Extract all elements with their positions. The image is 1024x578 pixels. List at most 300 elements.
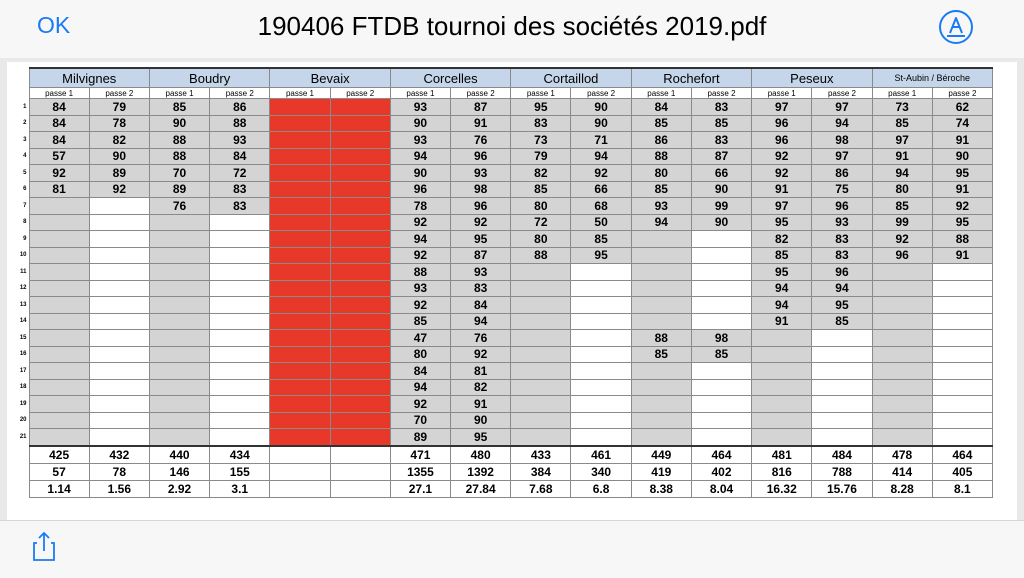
score-cell [872,313,932,330]
score-cell [631,379,691,396]
score-cell [691,280,751,297]
score-cell [270,346,330,363]
score-cell [210,231,270,248]
total-cell [330,480,390,497]
pass-label: passe 2 [210,88,270,99]
score-cell: 84 [390,363,450,380]
score-cell [571,264,631,281]
score-cell [89,379,149,396]
table-row [17,214,993,231]
score-cell [270,231,330,248]
score-cell [270,198,330,215]
pass-label: passe 1 [390,88,450,99]
score-cell: 87 [451,99,511,116]
score-cell: 88 [149,132,209,149]
score-cell: 90 [451,412,511,429]
score-cell [210,412,270,429]
score-cell [89,231,149,248]
score-cell [511,346,571,363]
score-cell [872,330,932,347]
score-cell [330,99,390,116]
score-cell: 83 [511,115,571,132]
score-cell [210,214,270,231]
club-header: Bevaix [270,68,390,88]
score-cell [270,247,330,264]
corner-blank [17,88,29,99]
score-cell: 47 [390,330,450,347]
score-cell [270,132,330,149]
score-cell: 91 [752,313,812,330]
score-cell [571,363,631,380]
score-cell: 94 [390,379,450,396]
score-cell [511,330,571,347]
score-cell: 94 [390,231,450,248]
score-cell [210,429,270,446]
score-cell: 86 [210,99,270,116]
score-cell: 79 [511,148,571,165]
score-cell: 88 [149,148,209,165]
total-cell: 425 [29,446,89,464]
score-cell: 93 [390,280,450,297]
score-cell [89,214,149,231]
total-cell: 8.28 [872,480,932,497]
score-cell: 93 [631,198,691,215]
score-cell: 97 [872,132,932,149]
score-cell [149,297,209,314]
row-number: 20 [19,417,27,424]
row-number: 13 [19,301,27,308]
score-cell [270,148,330,165]
score-cell: 78 [89,115,149,132]
score-cell: 62 [932,99,992,116]
row-number: 21 [19,434,27,440]
score-cell: 90 [932,148,992,165]
score-cell [210,379,270,396]
total-cell [270,480,330,497]
row-number: 17 [19,367,27,374]
score-cell [691,396,751,413]
pass-label: passe 1 [149,88,209,99]
score-cell [571,379,631,396]
score-cell [89,264,149,281]
top-toolbar [0,0,1024,59]
score-cell: 76 [149,198,209,215]
score-cell [89,330,149,347]
score-cell: 93 [451,165,511,182]
row-number: 19 [19,400,27,407]
pdf-viewer[interactable] [0,58,1024,520]
row-number-blank [17,446,29,464]
score-cell: 95 [571,247,631,264]
score-cell [631,247,691,264]
score-cell [631,412,691,429]
score-cell: 88 [631,148,691,165]
row-number: 1 [23,103,27,110]
score-cell: 97 [812,148,872,165]
total-cell: 3.1 [210,480,270,497]
score-cell: 95 [451,231,511,248]
total-cell: 1.14 [29,480,89,497]
score-cell [270,280,330,297]
score-cell: 86 [631,132,691,149]
score-cell: 66 [571,181,631,198]
score-cell: 91 [872,148,932,165]
score-cell: 83 [451,280,511,297]
score-cell [752,429,812,446]
score-cell: 89 [390,429,450,446]
score-cell [631,297,691,314]
score-cell: 93 [390,99,450,116]
score-cell [571,396,631,413]
score-cell [872,346,932,363]
score-cell [330,363,390,380]
score-cell [89,280,149,297]
score-cell: 94 [812,280,872,297]
score-cell: 90 [691,214,751,231]
score-cell [691,412,751,429]
share-icon[interactable] [33,531,55,561]
pass-label: passe 2 [571,88,631,99]
score-cell: 98 [451,181,511,198]
total-cell: 464 [932,446,992,464]
score-cell [932,346,992,363]
score-cell: 82 [752,231,812,248]
table-row [17,115,993,132]
pass-label: passe 2 [691,88,751,99]
ok-button[interactable]: OK [37,12,71,38]
score-cell [210,297,270,314]
score-cell [149,313,209,330]
score-cell [571,313,631,330]
score-cell: 97 [752,99,812,116]
score-cell: 82 [511,165,571,182]
score-cell [872,396,932,413]
pass-label: passe 1 [270,88,330,99]
score-cell [571,346,631,363]
score-cell: 70 [149,165,209,182]
score-cell [812,346,872,363]
score-cell [270,181,330,198]
pass-label: passe 1 [872,88,932,99]
row-number: 14 [19,318,27,325]
score-cell [29,280,89,297]
score-cell [872,363,932,380]
total-cell: 484 [812,446,872,464]
score-cell: 94 [752,280,812,297]
score-cell [89,247,149,264]
score-cell [29,214,89,231]
score-cell [932,330,992,347]
score-cell: 91 [932,247,992,264]
score-cell: 70 [390,412,450,429]
score-cell: 92 [390,214,450,231]
score-cell: 88 [210,115,270,132]
score-cell: 84 [210,148,270,165]
club-header: Cortaillod [511,68,631,88]
score-cell [330,396,390,413]
score-cell: 85 [631,346,691,363]
total-cell: 7.68 [511,480,571,497]
corner-blank [17,68,29,88]
score-cell: 85 [752,247,812,264]
total-cell: 2.92 [149,480,209,497]
score-cell [270,313,330,330]
table-row [17,396,993,413]
row-number: 16 [19,351,27,358]
score-cell [631,429,691,446]
total-cell: 440 [149,446,209,464]
total-cell: 402 [691,463,751,480]
score-cell [210,247,270,264]
score-cell [29,231,89,248]
row-number: 3 [23,136,27,143]
club-header: Rochefort [631,68,751,88]
row-number: 9 [23,235,27,242]
score-cell [932,297,992,314]
document-title: 190406 FTDB tournoi des sociétés 2019.pdf [257,11,767,41]
score-cell [149,280,209,297]
score-cell [330,247,390,264]
score-cell [631,264,691,281]
score-cell [29,313,89,330]
pdf-page [7,62,1017,520]
total-cell [270,446,330,464]
total-cell: 449 [631,446,691,464]
score-cell: 90 [149,115,209,132]
score-cell [872,379,932,396]
score-cell [29,198,89,215]
table-row [17,313,993,330]
row-number: 7 [23,202,27,209]
score-cell [752,396,812,413]
score-cell: 95 [511,99,571,116]
score-cell: 90 [390,165,450,182]
row-number: 10 [19,252,27,259]
total-cell: 405 [932,463,992,480]
score-cell [631,396,691,413]
table-row [17,379,993,396]
score-cell [691,297,751,314]
score-cell: 99 [872,214,932,231]
score-cell [149,214,209,231]
table-row [17,165,993,182]
score-cell [149,346,209,363]
score-cell [149,379,209,396]
score-cell: 92 [752,148,812,165]
score-cell [571,429,631,446]
score-cell: 88 [932,231,992,248]
total-cell: 432 [89,446,149,464]
score-cell [270,396,330,413]
score-cell [752,412,812,429]
score-cell [29,264,89,281]
table-row [17,363,993,380]
row-number: 4 [23,153,27,160]
table-row [17,132,993,149]
score-cell: 95 [932,214,992,231]
table-row [17,181,993,198]
row-number: 15 [19,334,27,341]
score-cell: 85 [872,115,932,132]
score-cell [29,429,89,446]
row-number: 18 [19,384,27,391]
score-cell [812,363,872,380]
score-cell [571,330,631,347]
pass-label: passe 2 [89,88,149,99]
score-cell: 92 [451,214,511,231]
score-cell: 93 [390,132,450,149]
score-cell [89,313,149,330]
total-cell: 155 [210,463,270,480]
score-cell [932,313,992,330]
score-cell: 73 [872,99,932,116]
score-cell [511,412,571,429]
score-cell: 72 [210,165,270,182]
score-cell [89,429,149,446]
score-cell: 84 [29,115,89,132]
score-cell [210,330,270,347]
total-cell: 788 [812,463,872,480]
score-cell [571,297,631,314]
table-row [17,297,993,314]
score-cell: 85 [631,181,691,198]
score-cell: 90 [571,115,631,132]
score-cell: 82 [451,379,511,396]
club-header: Corcelles [390,68,510,88]
total-cell: 478 [872,446,932,464]
score-cell [330,132,390,149]
score-cell [270,115,330,132]
score-cell [752,379,812,396]
pass-label: passe 1 [631,88,691,99]
pass-label: passe 2 [330,88,390,99]
total-cell: 414 [872,463,932,480]
score-cell: 96 [752,115,812,132]
pass-label: passe 1 [29,88,89,99]
total-cell: 8.04 [691,480,751,497]
table-row [17,412,993,429]
score-cell: 92 [451,346,511,363]
bottom-toolbar [0,520,1024,578]
table-row [17,330,993,347]
score-cell [511,396,571,413]
score-cell: 83 [210,198,270,215]
total-cell: 16.32 [752,480,812,497]
club-header: St-Aubin / Béroche [872,68,992,88]
score-cell: 80 [631,165,691,182]
score-cell [149,330,209,347]
score-cell [872,280,932,297]
table-row [17,280,993,297]
score-cell [89,297,149,314]
score-cell [330,165,390,182]
score-cell [812,429,872,446]
scores-table [17,67,993,498]
score-cell [210,346,270,363]
score-cell: 74 [932,115,992,132]
total-cell: 433 [511,446,571,464]
score-cell [872,429,932,446]
table-row [17,99,993,116]
score-cell: 85 [872,198,932,215]
score-cell [691,231,751,248]
score-cell [691,429,751,446]
score-cell [210,363,270,380]
pass-label: passe 2 [932,88,992,99]
markup-pen-icon[interactable] [938,9,974,45]
score-cell: 76 [451,330,511,347]
score-cell [752,363,812,380]
score-cell: 94 [390,148,450,165]
score-cell: 84 [451,297,511,314]
pass-label: passe 1 [752,88,812,99]
club-header: Peseux [752,68,872,88]
score-cell [270,214,330,231]
score-cell: 85 [691,115,751,132]
score-cell: 95 [812,297,872,314]
score-cell [571,412,631,429]
table-row [17,247,993,264]
score-cell: 80 [511,198,571,215]
score-cell: 94 [812,115,872,132]
total-cell: 419 [631,463,691,480]
score-cell: 96 [752,132,812,149]
score-cell [631,363,691,380]
score-cell [29,247,89,264]
score-cell: 75 [812,181,872,198]
score-cell: 76 [451,132,511,149]
score-cell: 66 [691,165,751,182]
score-cell: 80 [390,346,450,363]
score-cell: 85 [571,231,631,248]
score-cell [270,429,330,446]
score-cell [571,280,631,297]
score-cell: 68 [571,198,631,215]
score-cell [691,247,751,264]
score-cell [149,247,209,264]
score-cell [330,346,390,363]
score-cell: 96 [390,181,450,198]
table-row [17,346,993,363]
score-cell: 85 [631,115,691,132]
score-cell: 92 [571,165,631,182]
score-cell: 72 [511,214,571,231]
score-cell [270,379,330,396]
score-cell [330,379,390,396]
score-cell: 88 [631,330,691,347]
score-cell [210,313,270,330]
score-cell [89,198,149,215]
score-cell: 94 [451,313,511,330]
score-cell [872,264,932,281]
score-cell [270,165,330,182]
score-cell: 90 [390,115,450,132]
total-cell [330,463,390,480]
score-cell [89,412,149,429]
score-cell: 85 [511,181,571,198]
score-cell: 96 [812,198,872,215]
score-cell [330,198,390,215]
score-cell [270,297,330,314]
score-cell: 91 [451,396,511,413]
score-cell: 81 [29,181,89,198]
score-cell [210,396,270,413]
row-number-blank [17,480,29,497]
score-cell [210,264,270,281]
score-cell [270,264,330,281]
table-row [17,148,993,165]
total-cell: 471 [390,446,450,464]
